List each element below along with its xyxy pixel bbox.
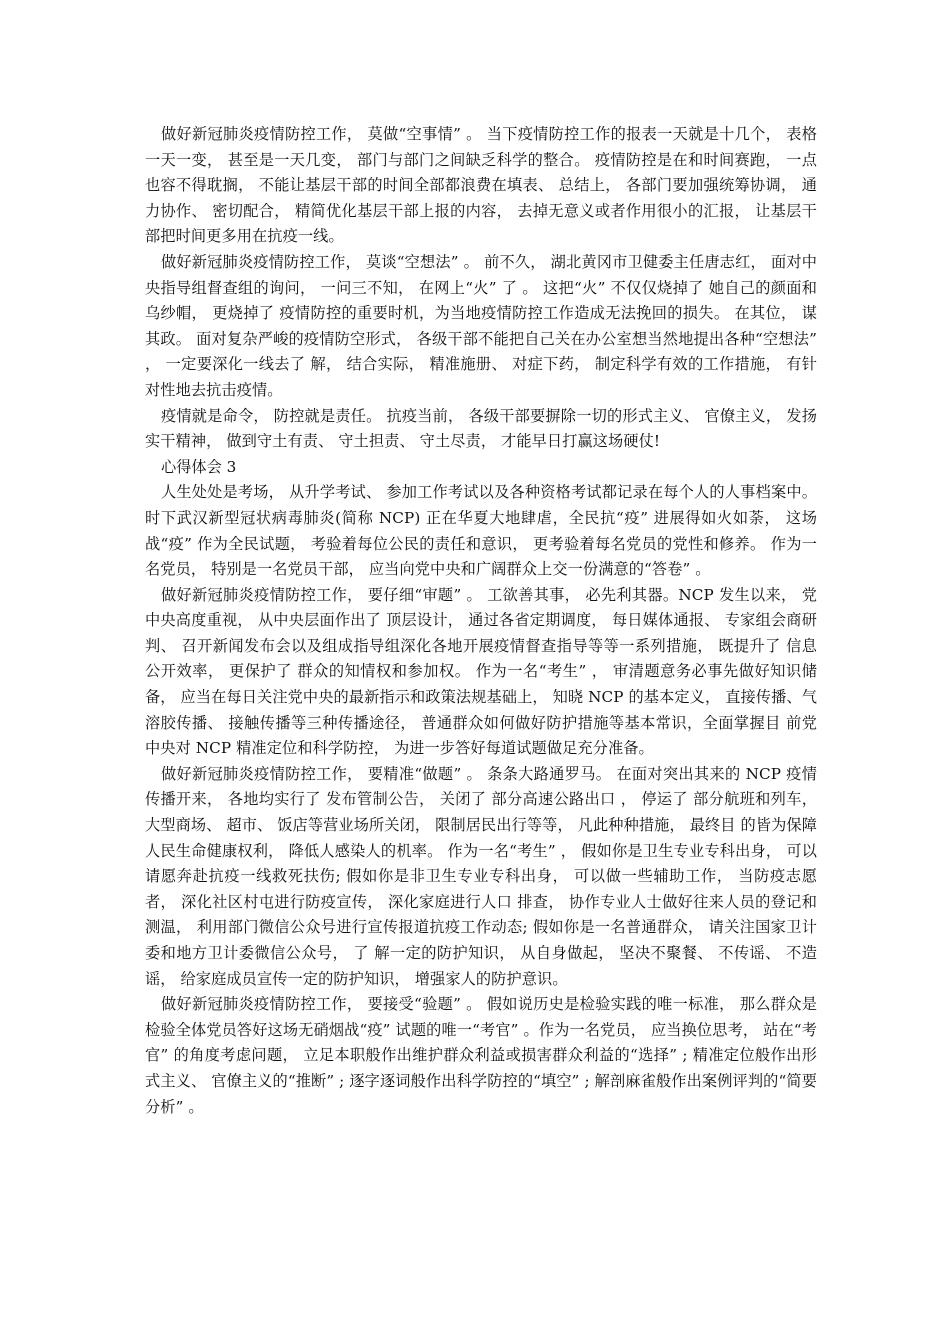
- paragraph-5: 做好新冠肺炎疫情防控工作， 要仔细“审题” 。 工欲善其事， 必先利其器。NCP 发生以来， 党中央高度重视， 从中央层面作出了 顶层设计， 通过各省定期调度， 每日媒体通报、 专家组会商研判、 召开新闻发布会以及组成指导组深化各地开展疫情督查指导等等一系列措施， 既提升了 信息公开效率， 更保护了 群众的知情权和参加权。 作为一名“考生” ， 审清题意务必事先做好知识储备， 应当在每日关注党中央的最新指示和政策法规基础上， 知晓 NCP 的基本定义， 直接传播、气溶胶传播、 接触传播等三种传播途径， 普通群众如何做好防护措施等基本常识，全面掌握目 前党中央对 NCP 精准定位和科学防控， 为进一步答好每道试题做足充分准备。: [145, 585, 817, 758]
- paragraph-6: 做好新冠肺炎疫情防控工作， 要精准“做题” 。 条条大路通罗马。 在面对突出其来的 NCP 疫情传播开来， 各地均实行了 发布管制公告， 关闭了 部分高速公路出口 ， 停运了 部分航班和列车， 大型商场、 超市、 饭店等营业场所关闭， 限制居民出行等等， 凡此种种措施， 最终目 的皆为保障人民生命健康权利， 降低人感染人的机率。 作为一名“考生” ， 假如你是卫生专业专科出身， 可以请愿奔赴抗疫一线救死扶伤; 假如你是非卫生专业专科出身， 可以做一些辅助工作， 当防疫志愿者， 深化社区村屯进行防疫宣传， 深化家庭进行人口 排查， 协作专业人士做好往来人员的登记和测温， 利用部门微信公众号进行宣传报道抗疫工作动态; 假如你是一名普通群众， 请关注国家卫计委和地方卫计委微信公众号， 了 解一定的防护知识， 从自身做起， 坚决不聚餐、 不传谣、 不造谣， 给家庭成员宣传一定的防护知识， 增强家人的防护意识。: [145, 764, 817, 988]
- paragraph-2: 做好新冠肺炎疫情防控工作， 莫谈“空想法” 。 前不久， 湖北黄冈市卫健委主任唐志红， 面对中央指导组督查组的询问， 一问三不知， 在网上“火” 了 。 这把“火” 不仅仅烧掉了 她自己的颜面和乌纱帽， 更烧掉了 疫情防控的重要时机，为当地疫情防控工作造成无法挽回的损失。 在其位， 谋其政。 面对复杂严峻的疫情防空形式， 各级干部不能把自己关在办公室想当然地提出各种“空想法” ， 一定要深化一线去了 解， 结合实际， 精准施册、 对症下药， 制定科学有效的工作措施， 有针对性地去抗击疫情。: [145, 252, 817, 399]
- paragraph-7: 做好新冠肺炎疫情防控工作， 要接受“验题” 。 假如说历史是检验实践的唯一标准， 那么群众是检验全体党员答好这场无硝烟战“疫” 试题的唯一“考官” 。作为一名党员， 应当换位思考， 站在“考官” 的角度考虑问题， 立足本职般作出维护群众利益或损害群众利益的“选择” ; 精准定位般作出形式主义、 官僚主义的“推断” ; 逐字逐词般作出科学防控的“填空” ; 解剖麻雀般作出案例评判的“简要分析” 。: [145, 995, 817, 1116]
- section-heading: 心得体会 3: [161, 457, 237, 476]
- document-body: [145, 122, 817, 1120]
- paragraph-1: 做好新冠肺炎疫情防控工作， 莫做“空事情” 。 当下疫情防控工作的报表一天就是十几个， 表格一天一变， 甚至是一天几变， 部门与部门之间缺乏科学的整合。 疫情防控是在和时间赛跑， 一点也容不得耽搁， 不能让基层干部的时间全部都浪费在填表、 总结上， 各部门要加强统筹协调， 通力协作、 密切配合， 精简优化基层干部上报的内容， 去掉无意义或者作用很小的汇报， 让基层干部把时间更多用在抗疫一线。: [145, 125, 817, 246]
- paragraph-3: 疫情就是命令， 防控就是责任。 抗疫当前， 各级干部要摒除一切的形式主义、 官僚主义， 发扬实干精神， 做到守土有责、 守土担责、 守土尽责， 才能早日打赢这场硬仗!: [145, 406, 817, 451]
- paragraph-4: 人生处处是考场， 从升学考试、 参加工作考试以及各种资格考试都记录在每个人的人事档案中。 时下武汉新型冠状病毒肺炎(简称 NCP) 正在华夏大地肆虐，全民抗“疫” 进展得如火如荼， 这场战“疫” 作为全民试题， 考验着每位公民的责任和意识， 更考验着每名党员的党性和修养。 作为一名党员， 特别是一名党员干部， 应当向党中央和广阔群众上交一份满意的“答卷” 。: [145, 483, 817, 579]
